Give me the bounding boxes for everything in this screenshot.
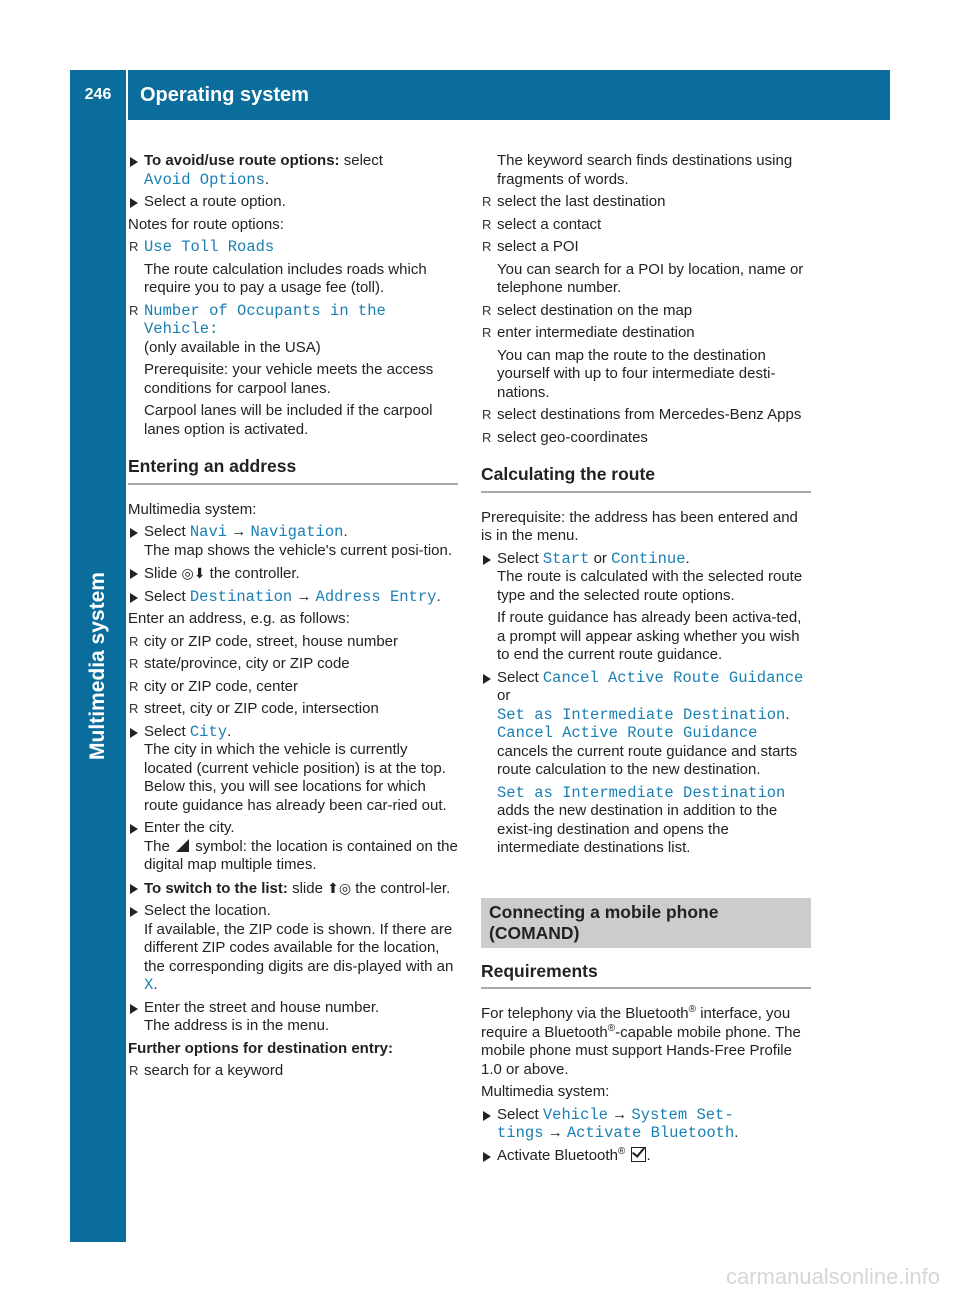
toll-description: The route calculation includes roads which require you to pay a usage fee (toll). — [144, 260, 427, 296]
checkbox-checked-icon — [631, 1147, 646, 1162]
step-select-cancel: Select Cancel Active Route Guidance or Set as Intermediate Destination. Cancel Active Route Guidance cancels the current route guidance and starts route calculation to the new destination. — [481, 669, 811, 780]
step-arrow-icon — [130, 824, 138, 834]
set-intermediate-text: Set as Intermediate Destination adds the new destination in addition to the exist-ing destination and opens the intermediate destinations list. — [497, 783, 786, 856]
destination-bullet: R select a contact — [482, 215, 602, 233]
bullet-icon: R — [482, 239, 492, 254]
step-activate-bluetooth: Activate Bluetooth® . — [481, 1147, 811, 1166]
step-select-navi: Select Navi → Navigation. The map shows the vehicle's current posi-tion. — [128, 523, 458, 560]
intermediate-description: You can map the route to the destination yourself with up to four intermediate desti-nations. — [497, 346, 776, 401]
active-guidance-text: If route guidance has already been activa-ted, a prompt will appear asking whether you wish to end the current route guidance. — [497, 609, 802, 663]
bullet-icon: R — [482, 194, 492, 209]
address-bullet: R street, city or ZIP code, intersection — [129, 700, 379, 717]
bullet-icon: R — [129, 656, 139, 671]
destination-bullet: R select a POI — [482, 238, 579, 255]
step-arrow-icon — [130, 907, 138, 917]
keyword-description: The keyword search finds destinations using fragments of words. — [497, 152, 793, 188]
bullet-icon: R — [129, 1063, 139, 1078]
step-arrow-icon — [130, 1004, 138, 1014]
bullet-icon: R — [482, 216, 492, 232]
poi-description: You can search for a POI by location, name or telephone number. — [497, 260, 804, 296]
bullet-occupants: R Number of Occupants in the Vehicle: (only available in the USA) — [129, 301, 386, 356]
heading-entering-address: Entering an address — [128, 457, 458, 485]
watermark: carmanualsonline.info — [725, 1264, 940, 1289]
destination-bullet: R enter intermediate destination — [482, 324, 695, 341]
step-arrow-icon — [130, 528, 138, 538]
destination-bullet: R select destination on the map — [482, 301, 693, 319]
step-arrow-icon — [483, 1152, 491, 1162]
prerequisite-text: Prerequisite: your vehicle meets the access conditions for carpool lanes. — [144, 361, 434, 397]
right-column — [481, 152, 811, 1169]
avoid-options-code: Avoid Options — [144, 170, 265, 189]
bullet-icon: R — [482, 407, 492, 422]
heading-requirements: Requirements — [481, 962, 811, 990]
enter-address-label: Enter an address, e.g. as follows: — [128, 610, 350, 627]
step-select-destination: Select Destination → Address Entry. — [128, 588, 458, 607]
step-enter-street: Enter the street and house number. The address is in the menu. — [128, 999, 458, 1036]
bullet-icon: R — [129, 701, 139, 716]
step-select-location: Select the location. If available, the ZIP code is shown. If there are different ZIP codes available for the location, the corresponding digits are dis-played with an X. — [128, 902, 458, 995]
multimedia-label: Multimedia system: — [128, 500, 257, 518]
step-arrow-icon — [483, 674, 491, 684]
destination-bullet: R select geo-coordinates — [482, 428, 648, 446]
bullet-search-keyword: R search for a keyword — [129, 1062, 284, 1079]
step-arrow-icon — [130, 593, 138, 603]
step-arrow-icon — [130, 884, 138, 894]
multiple-locations-icon — [176, 839, 189, 852]
destination-bullet: R select destinations from Mercedes-Benz Apps — [482, 406, 802, 423]
notes-label: Notes for route options: — [128, 215, 284, 233]
step-select-route-option: Select a route option. — [128, 193, 458, 212]
bullet-icon: R — [129, 678, 139, 694]
left-column — [128, 152, 458, 1085]
telephony-text: For telephony via the Bluetooth® interface, you require a Bluetooth®-capable mobile phone. The mobile phone must support Hands-Free Profile 1.0 or above. — [481, 1004, 801, 1078]
bullet-icon: R — [129, 633, 139, 649]
page-number: 246 — [84, 86, 112, 103]
destination-bullet: R select the last destination — [482, 193, 666, 210]
step-arrow-icon — [130, 569, 138, 579]
step-select-start: Select Start or Continue. The route is calculated with the selected route type and the selected route options. — [481, 550, 811, 606]
heading-calculating-route: Calculating the route — [481, 465, 811, 493]
step-select-city: Select City. The city in which the vehicle is currently located (current vehicle position) is at the top. Below this, you will see locations for which route guidance has already been car-ried out. — [128, 723, 458, 816]
bullet-icon: R — [482, 302, 492, 318]
step-select-vehicle: Select Vehicle → System Set- tings → Activate Bluetooth. — [481, 1106, 811, 1143]
step-arrow-icon — [483, 1111, 491, 1121]
step-avoid-options: To avoid/use route options: select Avoid Options. — [128, 152, 458, 189]
bullet-icon: R — [482, 429, 492, 445]
bullet-icon: R — [129, 302, 139, 318]
side-tab-label: Multimedia system — [85, 572, 109, 760]
header-title: Operating system — [140, 84, 309, 106]
bullet-icon: R — [129, 239, 139, 254]
step-arrow-icon — [483, 555, 491, 565]
calc-prerequisite: Prerequisite: the address has been entered and is in the menu. — [481, 508, 798, 544]
address-bullet: R city or ZIP code, center — [129, 677, 298, 695]
section-connecting-phone: Connecting a mobile phone (COMAND) — [481, 898, 811, 948]
step-slide: Slide ◎⬇ the controller. — [128, 564, 458, 584]
carpool-text: Carpool lanes will be included if the carpool lanes option is activated. — [144, 402, 433, 438]
bullet-icon: R — [482, 325, 492, 340]
bullet-toll: R Use Toll Roads — [129, 238, 275, 256]
multimedia-label: Multimedia system: — [481, 1083, 610, 1100]
address-bullet: R state/province, city or ZIP code — [129, 655, 350, 672]
address-bullet: R city or ZIP code, street, house number — [129, 632, 399, 650]
step-enter-city: Enter the city. The symbol: the location is contained on the digital map multiple times. — [128, 819, 458, 875]
step-arrow-icon — [130, 157, 138, 167]
page-header — [70, 70, 890, 120]
header-divider — [126, 70, 128, 120]
controller-slide-up-icon: ⬆◎ — [327, 879, 352, 896]
step-arrow-icon — [130, 728, 138, 738]
controller-slide-down-icon: ◎⬇ — [181, 565, 206, 581]
further-options-label: Further options for destination entry: — [128, 1039, 393, 1057]
step-switch-list: To switch to the list: slide ⬆◎ the control-ler. — [128, 879, 458, 899]
step-arrow-icon — [130, 198, 138, 208]
